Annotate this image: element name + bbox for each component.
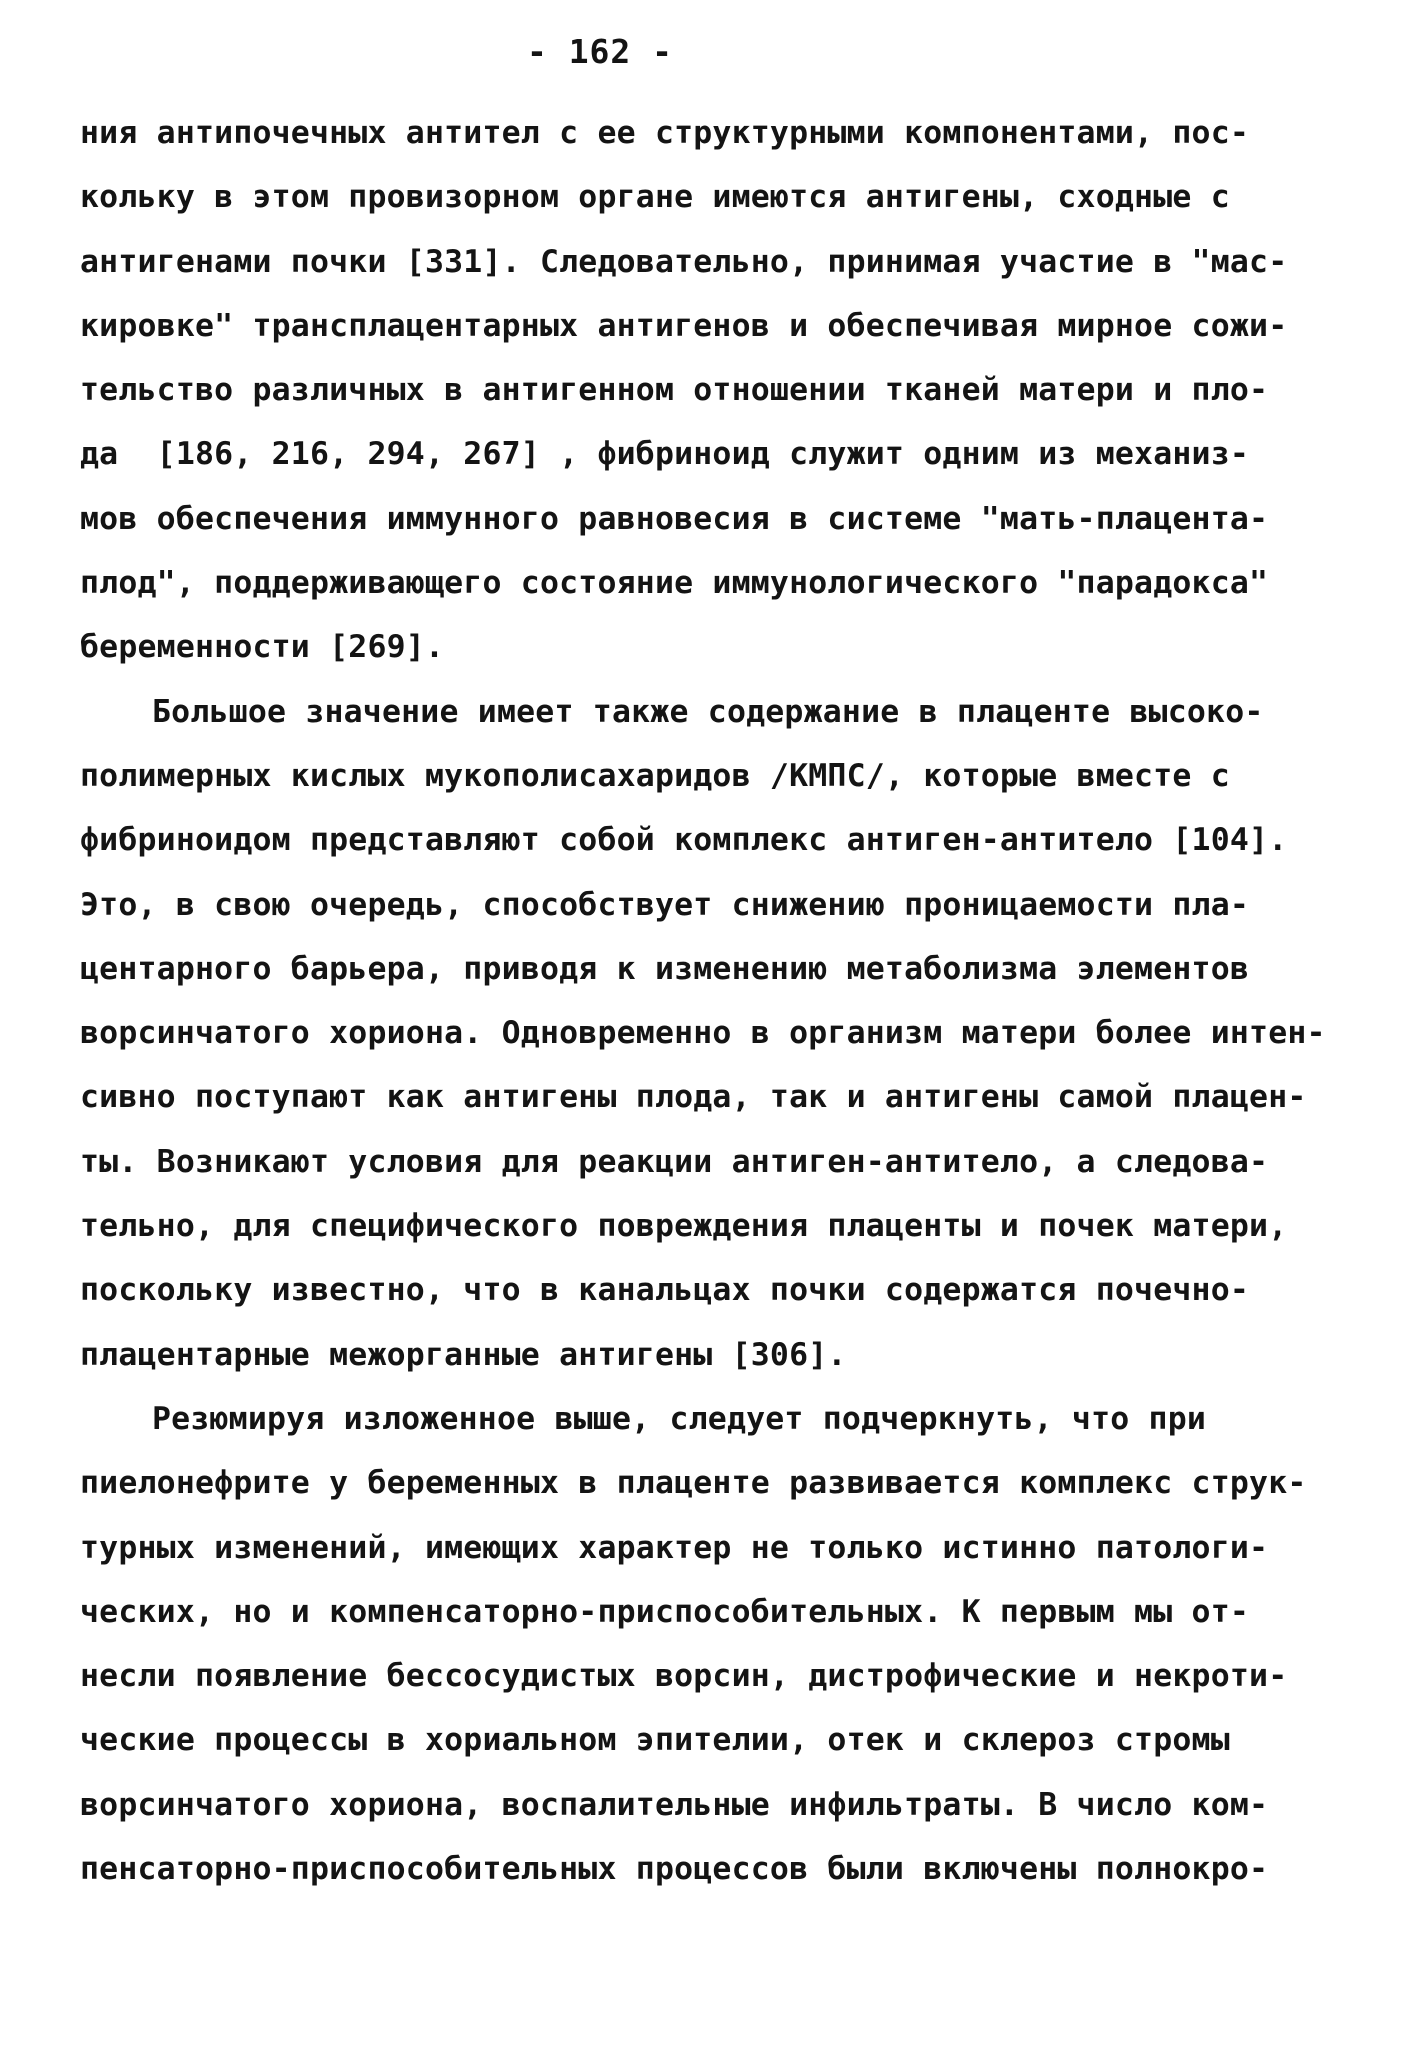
- text-line: центарного барьера, приводя к изменению метаболизма элементов: [80, 950, 1250, 987]
- text-line: тельство различных в антигенном отношении тканей матери и пло-: [80, 372, 1269, 409]
- text-line: полимерных кислых мукополисахаридов /КМПС/, которые вместе с: [80, 757, 1230, 794]
- text-line: да [186, 216, 294, 267] , фибриноид служит одним из механиз-: [80, 436, 1250, 473]
- text-line: беременности [269].: [80, 629, 445, 666]
- paragraph-start-line: Резюмируя изложенное выше, следует подчеркнуть, что при: [152, 1400, 1207, 1437]
- text-line: мов обеспечения иммунного равновесия в системе "мать-плацента-: [80, 500, 1269, 537]
- document-body: [80, 115, 1350, 1918]
- text-line: ты. Возникают условия для реакции антиген-антитело, а следова-: [80, 1143, 1269, 1180]
- text-line: пенсаторно-приспособительных процессов были включены полнокро-: [80, 1851, 1269, 1888]
- text-line: ния антипочечных антител с ее структурными компонентами, пос-: [80, 115, 1250, 151]
- text-line: поскольку известно, что в канальцах почки содержатся почечно-: [80, 1272, 1250, 1309]
- text-line: сивно поступают как антигены плода, так и антигены самой плацен-: [80, 1079, 1307, 1116]
- text-line: плацентарные межорганные антигены [306].: [80, 1336, 847, 1373]
- text-line: Это, в свою очередь, способствует снижению проницаемости пла-: [80, 886, 1250, 923]
- text-line: пиелонефрите у беременных в плаценте развивается комплекс струк-: [80, 1465, 1307, 1502]
- text-line: фибриноидом представляют собой комплекс антиген-антитело [104].: [80, 822, 1288, 859]
- text-line: тельно, для специфического повреждения плаценты и почек матери,: [80, 1208, 1288, 1245]
- text-line: ческие процессы в хориальном эпителии, отек и склероз стромы: [80, 1722, 1230, 1759]
- page-number: - 162 -: [526, 32, 674, 71]
- text-line: антигенами почки [331]. Следовательно, принимая участие в "мас-: [80, 243, 1288, 280]
- text-line: кировке" трансплацентарных антигенов и обеспечивая мирное сожи-: [80, 307, 1288, 344]
- text-line: ческих, но и компенсаторно-приспособительных. К первым мы от-: [80, 1593, 1250, 1630]
- text-line: ворсинчатого хориона. Одновременно в организм матери более интен-: [80, 1015, 1326, 1052]
- text-line: несли появление бессосудистых ворсин, дистрофические и некроти-: [80, 1658, 1288, 1695]
- text-line: турных изменений, имеющих характер не только истинно патологи-: [80, 1529, 1269, 1566]
- text-line: плод", поддерживающего состояние иммунологического "парадокса": [80, 565, 1269, 602]
- text-line: ворсинчатого хориона, воспалительные инфильтраты. В число ком-: [80, 1786, 1269, 1823]
- text-line: кольку в этом провизорном органе имеются антигены, сходные с: [80, 179, 1230, 216]
- paragraph-start-line: Большое значение имеет также содержание в плаценте высоко-: [152, 693, 1264, 730]
